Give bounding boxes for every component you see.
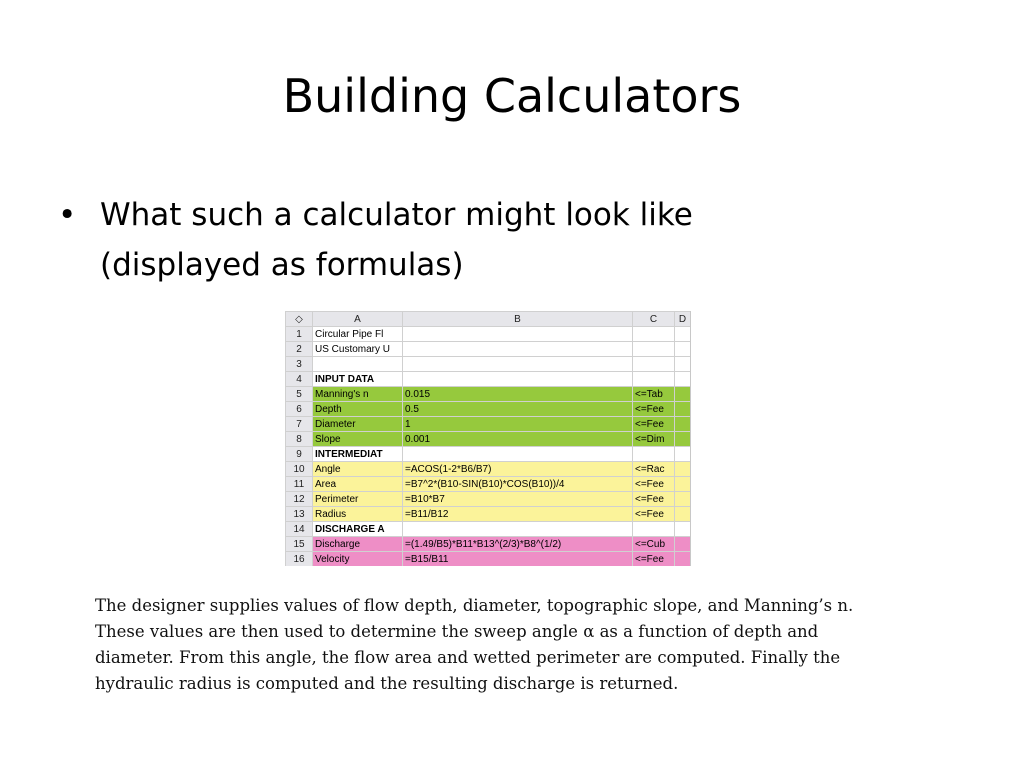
table-row: [286, 552, 691, 567]
row-header: 12: [286, 492, 313, 507]
row-header: 3: [286, 357, 313, 372]
table-row: [286, 342, 691, 357]
cell-a: Angle: [313, 462, 403, 477]
spreadsheet-body: [286, 327, 691, 567]
cell-b: [403, 447, 633, 462]
cell-b: =B15/B11: [403, 552, 633, 567]
cell-c: [633, 447, 675, 462]
cell-d: [675, 402, 691, 417]
cell-d: [675, 447, 691, 462]
cell-a: Discharge: [313, 537, 403, 552]
cell-a: DISCHARGE A: [313, 522, 403, 537]
row-header: 13: [286, 507, 313, 522]
cell-c: <=Rac: [633, 462, 675, 477]
cell-a: Velocity: [313, 552, 403, 567]
cell-a: INPUT DATA: [313, 372, 403, 387]
cell-a: US Customary U: [313, 342, 403, 357]
cell-b: [403, 357, 633, 372]
row-header: 9: [286, 447, 313, 462]
cell-a: INTERMEDIAT: [313, 447, 403, 462]
table-row: [286, 477, 691, 492]
cell-c: <=Cub: [633, 537, 675, 552]
table-row: [286, 402, 691, 417]
cell-b: =(1.49/B5)*B11*B13^(2/3)*B8^(1/2): [403, 537, 633, 552]
cell-d: [675, 492, 691, 507]
table-row: [286, 507, 691, 522]
table-row: [286, 447, 691, 462]
select-all-icon: ◇: [286, 312, 313, 327]
cell-b: =B11/B12: [403, 507, 633, 522]
caption-line: diameter. From this angle, the flow area and wetted perimeter are computed. Finally the: [95, 648, 841, 667]
cell-d: [675, 357, 691, 372]
row-header: 1: [286, 327, 313, 342]
row-header: 5: [286, 387, 313, 402]
caption-line: These values are then used to determine the sweep angle α as a function of depth and: [95, 622, 819, 641]
caption-text: [95, 593, 940, 697]
bullet-line: What such a calculator might look like: [100, 197, 693, 233]
row-header: 14: [286, 522, 313, 537]
cell-a: Circular Pipe Fl: [313, 327, 403, 342]
table-row: [286, 327, 691, 342]
cell-c: [633, 342, 675, 357]
cell-b: [403, 327, 633, 342]
table-row: [286, 522, 691, 537]
cell-c: <=Tab: [633, 387, 675, 402]
bullet-text: [100, 190, 920, 290]
cell-d: [675, 432, 691, 447]
table-row: [286, 492, 691, 507]
cell-b: =B10*B7: [403, 492, 633, 507]
row-header: 10: [286, 462, 313, 477]
row-header: 15: [286, 537, 313, 552]
cell-c: [633, 357, 675, 372]
cell-d: [675, 522, 691, 537]
bullet-marker: •: [58, 197, 77, 233]
table-row: [286, 432, 691, 447]
column-header-c: C: [633, 312, 675, 327]
cell-d: [675, 417, 691, 432]
row-header: 16: [286, 552, 313, 567]
cell-c: <=Fee: [633, 552, 675, 567]
cell-a: Depth: [313, 402, 403, 417]
cell-d: [675, 477, 691, 492]
table-row: [286, 357, 691, 372]
cell-a: Diameter: [313, 417, 403, 432]
table-row: [286, 462, 691, 477]
cell-d: [675, 342, 691, 357]
cell-d: [675, 462, 691, 477]
cell-a: Slope: [313, 432, 403, 447]
spreadsheet-image: [285, 311, 691, 566]
table-row: [286, 417, 691, 432]
row-header: 7: [286, 417, 313, 432]
cell-c: <=Dim: [633, 432, 675, 447]
cell-c: [633, 327, 675, 342]
row-header: 4: [286, 372, 313, 387]
row-header: 6: [286, 402, 313, 417]
cell-b: [403, 342, 633, 357]
caption-line: The designer supplies values of flow depth, diameter, topographic slope, and Manning’s n.: [95, 596, 854, 615]
cell-c: <=Fee: [633, 507, 675, 522]
table-row: [286, 537, 691, 552]
cell-c: <=Fee: [633, 402, 675, 417]
cell-b: =ACOS(1-2*B6/B7): [403, 462, 633, 477]
cell-b: 1: [403, 417, 633, 432]
cell-c: [633, 372, 675, 387]
table-row: [286, 372, 691, 387]
cell-d: [675, 537, 691, 552]
caption-line: hydraulic radius is computed and the resulting discharge is returned.: [95, 674, 679, 693]
cell-c: [633, 522, 675, 537]
spreadsheet-table: [285, 311, 691, 566]
column-header-a: A: [313, 312, 403, 327]
cell-b: [403, 372, 633, 387]
cell-a: Perimeter: [313, 492, 403, 507]
cell-a: Manning's n: [313, 387, 403, 402]
cell-d: [675, 552, 691, 567]
cell-c: <=Fee: [633, 417, 675, 432]
cell-d: [675, 372, 691, 387]
cell-b: [403, 522, 633, 537]
row-header: 8: [286, 432, 313, 447]
cell-d: [675, 507, 691, 522]
slide-title: Building Calculators: [282, 69, 742, 123]
column-header-b: B: [403, 312, 633, 327]
cell-a: Area: [313, 477, 403, 492]
column-header-row: [286, 312, 691, 327]
cell-c: <=Fee: [633, 492, 675, 507]
cell-b: 0.001: [403, 432, 633, 447]
cell-d: [675, 327, 691, 342]
cell-b: =B7^2*(B10-SIN(B10)*COS(B10))/4: [403, 477, 633, 492]
row-header: 11: [286, 477, 313, 492]
cell-b: 0.015: [403, 387, 633, 402]
cell-d: [675, 387, 691, 402]
column-header-d: D: [675, 312, 691, 327]
row-header: 2: [286, 342, 313, 357]
bullet-line: (displayed as formulas): [100, 247, 464, 283]
cell-a: [313, 357, 403, 372]
cell-b: 0.5: [403, 402, 633, 417]
cell-c: <=Fee: [633, 477, 675, 492]
cell-a: Radius: [313, 507, 403, 522]
table-row: [286, 387, 691, 402]
